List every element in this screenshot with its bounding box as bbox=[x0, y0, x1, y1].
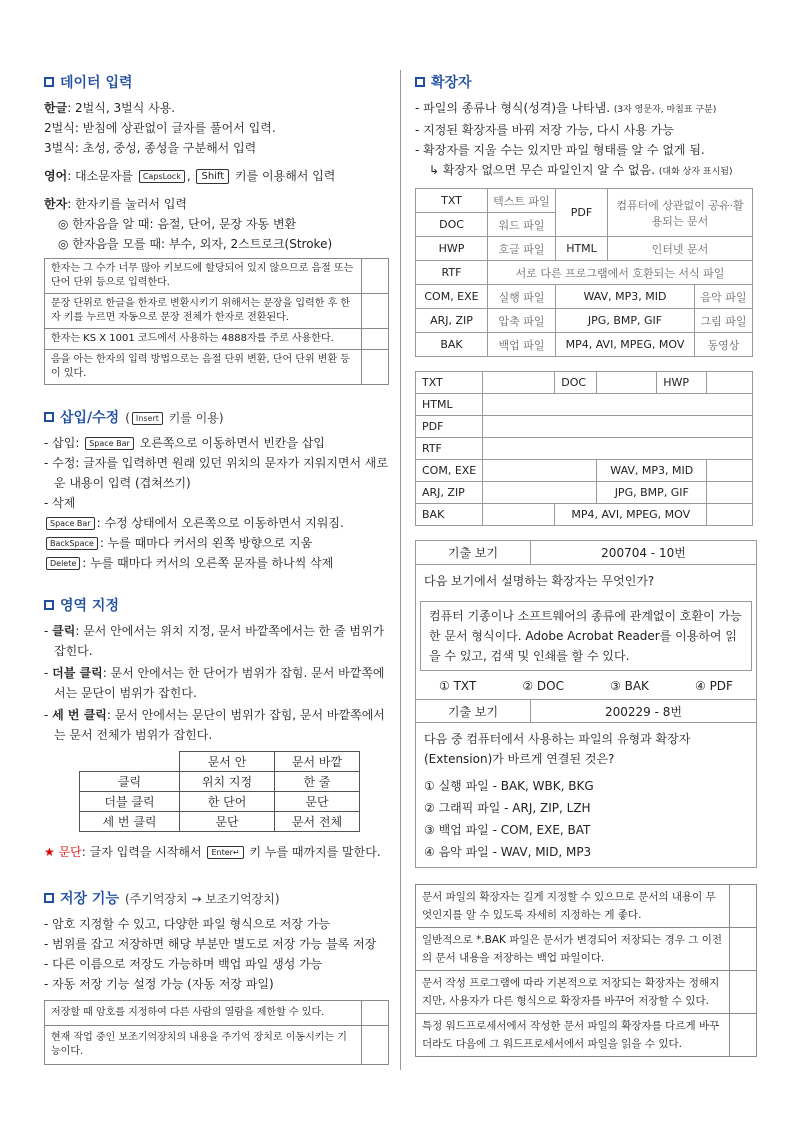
header-cell: 문서 안 bbox=[180, 752, 275, 772]
section-title bbox=[44, 407, 389, 427]
table-row bbox=[416, 333, 753, 357]
double-click-line: - 더블 클릭: 문서 안에서는 한 단어가 범위가 잡힘. 문서 바깥쪽에서는 문단이 범위가 잡힌다. bbox=[44, 666, 385, 700]
text: - 삽입: bbox=[44, 436, 80, 450]
right-column bbox=[415, 72, 757, 1057]
blank-cell[interactable] bbox=[483, 482, 597, 504]
option[interactable]: ② 그래픽 파일 - ARJ, ZIP, LZH bbox=[424, 801, 591, 815]
header-cell bbox=[80, 752, 180, 772]
left-column bbox=[44, 72, 389, 1065]
exam-code: 200704 - 10번 bbox=[601, 546, 686, 560]
cell: MP4, AVI, MPEG, MOV bbox=[555, 504, 707, 526]
text: 키 누를 때까지를 말한다. bbox=[249, 845, 381, 859]
insert-line bbox=[44, 433, 389, 453]
label: 한글 bbox=[44, 101, 68, 115]
cell: HWP bbox=[657, 372, 707, 394]
note-text: 문서 작성 프로그램에 따라 기본적으로 저장되는 확장자는 정해지지만, 사용자가 다른 형식으로 확장자를 바꾸어 저장할 수 있다. bbox=[416, 971, 730, 1013]
cell: JPG, BMP, GIF bbox=[597, 482, 707, 504]
blank-cell[interactable] bbox=[707, 504, 753, 526]
label: 클릭 bbox=[52, 624, 76, 638]
cell: 문단 bbox=[275, 792, 360, 812]
backspace-line bbox=[44, 533, 389, 553]
cell: WAV, MP3, MID bbox=[556, 285, 695, 309]
cell: PDF bbox=[556, 189, 608, 237]
cell: HTML bbox=[556, 237, 608, 261]
save-item: - 암호 지정할 수 있고, 다양한 파일 형식으로 저장 가능 bbox=[44, 917, 330, 931]
note-row bbox=[416, 885, 756, 927]
cell: BAK bbox=[416, 504, 483, 526]
exam-options bbox=[416, 677, 756, 699]
cell: 백업 파일 bbox=[488, 333, 556, 357]
note-text: 저장할 때 암호를 지정하여 다른 사람의 열람을 제한할 수 있다. bbox=[45, 1001, 362, 1025]
enter-key-icon: Enter↵ bbox=[207, 846, 243, 859]
cell: 압축 파일 bbox=[488, 309, 556, 333]
text: : 수정 상태에서 오른쪽으로 이동하면서 지워짐. bbox=[96, 516, 344, 530]
note-row bbox=[45, 1001, 388, 1025]
click-line: - 클릭: 문서 안에서는 위치 지정, 문서 바깥쪽에서는 한 줄 범위가 잡힌다. bbox=[44, 624, 385, 658]
exam-passage: 컴퓨터 기종이나 소프트웨어의 종류에 관계없이 호환이 가능한 문서 형식이다. Adobe Acrobat Reader를 이용하여 읽을 수 있고, 검색 및 인쇄를 할 수 있다. bbox=[420, 601, 752, 671]
note-text: 문서 파일의 확장자는 길게 지정할 수 있으므로 문서의 내용이 무엇인지를 알 수 있도록 자세히 지정하는 게 좋다. bbox=[416, 885, 730, 927]
text: : 글자 입력을 시작해서 bbox=[81, 845, 202, 859]
cell: TXT bbox=[416, 189, 488, 213]
note-row bbox=[416, 927, 756, 970]
table-row bbox=[416, 438, 753, 460]
section-save bbox=[44, 888, 389, 1065]
option[interactable]: ③ BAK bbox=[610, 679, 649, 693]
table-row bbox=[416, 309, 753, 333]
exam-question: 다음 중 컴퓨터에서 사용하는 파일의 유형과 확장자(Extension)가 바르게 연결된 것은? bbox=[424, 732, 691, 766]
text: : 문서 안에서는 문단이 범위가 잡힘, 문서 바깥쪽에서는 문서 전체가 범위가 잡힌다. bbox=[54, 708, 385, 742]
exam-code: 200229 - 8번 bbox=[605, 704, 682, 719]
text: : 문서 안에서는 한 단어가 범위가 잡힘. 문서 바깥쪽에서는 문단이 범위가 잡힌다. bbox=[54, 666, 385, 700]
section-title bbox=[44, 595, 389, 615]
note-text: 현재 작업 중인 보조기억장치의 내용을 주기억 장치로 이동시키는 기능이다. bbox=[45, 1026, 362, 1064]
note-text: 한자는 그 수가 너무 많아 키보드에 할당되어 있지 않으므로 음절 또는 단어 단위 등으로 입력한다. bbox=[45, 259, 362, 293]
blank-cell[interactable] bbox=[483, 416, 753, 438]
text: : 누를 때마다 커서의 왼쪽 방향으로 지움 bbox=[99, 536, 313, 550]
text: 키를 이용해서 입력 bbox=[235, 169, 336, 183]
label: 세 번 클릭 bbox=[52, 708, 107, 722]
table-row bbox=[416, 482, 753, 504]
check-cell[interactable] bbox=[730, 885, 756, 927]
quiz-table bbox=[415, 371, 753, 526]
exam-header bbox=[416, 541, 756, 565]
cell: 컴퓨터에 상관없이 공유·활용되는 문서 bbox=[608, 189, 753, 237]
note-box bbox=[415, 884, 757, 1057]
note-box bbox=[44, 1000, 389, 1065]
label: 한자 bbox=[44, 197, 68, 211]
blank-cell[interactable] bbox=[483, 372, 555, 394]
exam-header bbox=[416, 699, 756, 723]
cell: 한 줄 bbox=[275, 772, 360, 792]
blank-cell[interactable] bbox=[483, 394, 753, 416]
section-extension bbox=[415, 72, 757, 526]
section-title bbox=[44, 72, 389, 92]
blank-cell[interactable] bbox=[707, 372, 753, 394]
save-item: - 다른 이름으로 저장도 가능하며 백업 파일 생성 가능 bbox=[44, 957, 323, 971]
text: : 한자키를 눌러서 입력 bbox=[67, 197, 188, 211]
section-title bbox=[44, 888, 389, 908]
cell: COM, EXE bbox=[416, 285, 488, 309]
table-row bbox=[416, 285, 753, 309]
cell: JPG, BMP, GIF bbox=[556, 309, 695, 333]
option[interactable]: ④ PDF bbox=[695, 679, 733, 693]
check-cell[interactable] bbox=[730, 928, 756, 970]
hanja-line bbox=[44, 194, 389, 214]
cell: 서로 다른 프로그램에서 호환되는 서식 파일 bbox=[488, 261, 753, 285]
paragraph-note bbox=[44, 842, 389, 862]
cell: 한 단어 bbox=[180, 792, 275, 812]
exam-label: 기출 보기 bbox=[416, 541, 531, 564]
blank-cell[interactable] bbox=[707, 460, 753, 482]
arrow-line bbox=[415, 160, 757, 182]
note-row bbox=[45, 349, 388, 384]
square-bullet-icon bbox=[44, 77, 54, 87]
cell: 워드 파일 bbox=[488, 213, 556, 237]
cell: BAK bbox=[416, 333, 488, 357]
cell: ARJ, ZIP bbox=[416, 482, 483, 504]
check-cell[interactable] bbox=[730, 971, 756, 1013]
cell: 위치 지정 bbox=[180, 772, 275, 792]
check-cell[interactable] bbox=[362, 1026, 388, 1064]
table-row bbox=[416, 261, 753, 285]
square-bullet-icon bbox=[44, 412, 54, 422]
title-text: 확장자 bbox=[431, 75, 472, 91]
save-item: - 범위를 잡고 저장하면 해당 부분만 별도로 저장 가능 블록 저장 bbox=[44, 937, 377, 951]
title-text: 삽입/수정 bbox=[60, 410, 120, 426]
two-beol-line: 2벌식: 받침에 상관없이 글자를 풀어서 입력. bbox=[44, 121, 276, 135]
square-bullet-icon bbox=[44, 893, 54, 903]
extension-table bbox=[415, 188, 753, 357]
delete-key-line bbox=[44, 553, 389, 573]
hangul-line bbox=[44, 98, 389, 118]
table-row bbox=[80, 812, 360, 832]
note-box bbox=[44, 258, 389, 385]
text: ↳ 확장자 없으면 무슨 파일인지 알 수 없음. bbox=[429, 163, 656, 177]
shift-key-icon: Shift bbox=[196, 169, 229, 184]
label: 더블 클릭 bbox=[52, 666, 103, 680]
cell: COM, EXE bbox=[416, 460, 483, 482]
spacebar-key-icon: Space Bar bbox=[85, 437, 134, 450]
check-cell[interactable] bbox=[730, 1014, 756, 1056]
table-row bbox=[416, 237, 753, 261]
note-row bbox=[416, 1013, 756, 1056]
exam-box-1 bbox=[415, 540, 757, 868]
note-small: (3자 영문자, 마침표 구분) bbox=[613, 105, 717, 115]
cell: PDF bbox=[416, 416, 483, 438]
option[interactable]: ④ 음악 파일 - WAV, MID, MP3 bbox=[424, 845, 592, 859]
text: 오른쪽으로 이동하면서 빈칸을 삽입 bbox=[139, 436, 325, 450]
note-row bbox=[416, 970, 756, 1013]
exam-label: 기출 보기 bbox=[416, 700, 531, 722]
note-text: 일반적으로 *.BAK 파일은 문서가 변경되어 저장되는 경우 그 이전의 문서 내용을 저장하는 백업 파일이다. bbox=[416, 928, 730, 970]
cell: HTML bbox=[416, 394, 483, 416]
check-cell[interactable] bbox=[362, 329, 388, 349]
table-row bbox=[416, 504, 753, 526]
cell: 문단 bbox=[180, 812, 275, 832]
cell: ARJ, ZIP bbox=[416, 309, 488, 333]
edit-line: - 수정: 글자를 입력하면 원래 있던 위치의 문자가 지워지면서 새로운 내용이 입력 (겹쳐쓰기) bbox=[44, 456, 389, 490]
note-row bbox=[45, 328, 388, 349]
table-row bbox=[416, 416, 753, 438]
cell: 문서 전체 bbox=[275, 812, 360, 832]
option[interactable]: ③ 백업 파일 - COM, EXE, BAT bbox=[424, 823, 591, 837]
blank-cell[interactable] bbox=[483, 504, 555, 526]
note-text: 한자는 KS X 1001 코드에서 사용하는 4888자를 주로 사용한다. bbox=[45, 329, 362, 349]
cell: 그림 파일 bbox=[695, 309, 753, 333]
cell: TXT bbox=[416, 372, 483, 394]
table-row bbox=[416, 372, 753, 394]
cell: 음악 파일 bbox=[695, 285, 753, 309]
space-delete-line bbox=[44, 513, 389, 533]
note-text: 음을 아는 한자의 입력 방법으로는 음절 단위 변환, 단어 단위 변환 등이 있다. bbox=[45, 350, 362, 384]
cell: WAV, MP3, MID bbox=[597, 460, 707, 482]
table-row bbox=[80, 772, 360, 792]
title-text: 저장 기능 bbox=[60, 891, 119, 907]
label: 문단 bbox=[58, 845, 82, 859]
cell: MP4, AVI, MPEG, MOV bbox=[556, 333, 695, 357]
note-small: (대화 상자 표시됨) bbox=[658, 167, 733, 177]
cell: DOC bbox=[416, 213, 488, 237]
label: 영어 bbox=[44, 169, 68, 183]
triple-click-line: - 세 번 클릭: 문서 안에서는 문단이 범위가 잡힘, 문서 바깥쪽에서는 문서 전체가 범위가 잡힌다. bbox=[44, 708, 385, 742]
text: : 문서 안에서는 위치 지정, 문서 바깥쪽에서는 한 줄 범위가 잡힌다. bbox=[54, 624, 385, 658]
hanja-known-line: ◎ 한자음을 알 때: 음절, 단어, 문장 자동 변환 bbox=[58, 217, 297, 231]
option[interactable]: ② DOC bbox=[522, 679, 564, 693]
section-insert-edit bbox=[44, 407, 389, 573]
text: - 파일의 종류나 형식(성격)을 나타냄. bbox=[415, 101, 611, 115]
text: : 2벌식, 3벌식 사용. bbox=[67, 101, 176, 115]
blank-cell[interactable] bbox=[707, 482, 753, 504]
blank-cell[interactable] bbox=[483, 460, 597, 482]
table-row bbox=[416, 189, 753, 213]
ext-item: - 지정된 확장자를 바꿔 저장 가능, 다시 사용 가능 bbox=[415, 123, 674, 137]
note-text: 문장 단위로 한글을 한자로 변환시키기 위해서는 문장을 입력한 후 한자 키를 누르면 자동으로 문장 전체가 한자로 전환된다. bbox=[45, 294, 362, 328]
cell: 세 번 클릭 bbox=[80, 812, 180, 832]
subtitle-text: 키를 이용) bbox=[168, 410, 224, 425]
cell: 호글 파일 bbox=[488, 237, 556, 261]
subtitle: ( Insert 키를 이용) bbox=[125, 410, 224, 425]
cell: 실행 파일 bbox=[488, 285, 556, 309]
insert-key-icon: Insert bbox=[132, 412, 163, 425]
check-cell[interactable] bbox=[362, 350, 388, 384]
note-row bbox=[45, 293, 388, 328]
area-table bbox=[79, 751, 360, 832]
section-data-input bbox=[44, 72, 389, 385]
check-cell[interactable] bbox=[362, 294, 388, 328]
check-cell[interactable] bbox=[362, 1001, 388, 1025]
section-title bbox=[415, 72, 757, 92]
cell: 클릭 bbox=[80, 772, 180, 792]
text: : 대소문자를 bbox=[67, 169, 134, 183]
table-row bbox=[416, 394, 753, 416]
square-bullet-icon bbox=[415, 77, 425, 87]
delete-key-icon: Delete bbox=[46, 557, 80, 570]
option[interactable]: ① TXT bbox=[439, 679, 477, 693]
star-icon: ★ bbox=[44, 845, 55, 859]
blank-cell[interactable] bbox=[597, 372, 657, 394]
square-bullet-icon bbox=[44, 600, 54, 610]
cell: RTF bbox=[416, 261, 488, 285]
title-text: 영역 지정 bbox=[60, 598, 119, 614]
cell: HWP bbox=[416, 237, 488, 261]
ext-item bbox=[415, 98, 757, 120]
cell: 인터넷 문서 bbox=[608, 237, 753, 261]
save-item: - 자동 저장 기능 설정 가능 (자동 저장 파일) bbox=[44, 977, 274, 991]
text: : 누를 때마다 커서의 오른쪽 문자를 하나씩 삭제 bbox=[82, 556, 334, 570]
blank-cell[interactable] bbox=[483, 438, 753, 460]
cell: 더블 클릭 bbox=[80, 792, 180, 812]
note-text: 특정 워드프로세서에서 작성한 문서 파일의 확장자를 다르게 바꾸더라도 다음에 그 워드프로세서에서 파일을 읽을 수 있다. bbox=[416, 1014, 730, 1056]
note-row bbox=[45, 1025, 388, 1064]
cell: DOC bbox=[555, 372, 597, 394]
cell: RTF bbox=[416, 438, 483, 460]
three-beol-line: 3벌식: 초성, 중성, 종성을 구분해서 입력 bbox=[44, 141, 257, 155]
hanja-unknown-line: ◎ 한자음을 모를 때: 부수, 외자, 2스트로크(Stroke) bbox=[58, 237, 333, 251]
subtitle: (주기억장치 → 보조기억장치) bbox=[124, 891, 280, 906]
option[interactable]: ① 실행 파일 - BAK, WBK, BKG bbox=[424, 779, 594, 793]
section-area-select bbox=[44, 595, 389, 862]
note-row bbox=[45, 259, 388, 293]
english-line: 영어: 대소문자를 CapsLock , Shift 키를 이용해서 입력 bbox=[44, 169, 336, 183]
check-cell[interactable] bbox=[362, 259, 388, 293]
title-text: 데이터 입력 bbox=[60, 75, 133, 91]
cell: 텍스트 파일 bbox=[488, 189, 556, 213]
header-cell: 문서 바깥 bbox=[275, 752, 360, 772]
table-row bbox=[416, 460, 753, 482]
column-divider bbox=[400, 70, 401, 1070]
spacebar-key-icon: Space Bar bbox=[46, 517, 95, 530]
exam-question: 다음 보기에서 설명하는 확장자는 무엇인가? bbox=[424, 574, 655, 588]
table-row bbox=[80, 792, 360, 812]
capslock-key-icon: CapsLock bbox=[139, 170, 185, 183]
backspace-key-icon: BackSpace bbox=[46, 537, 98, 550]
cell: 동영상 bbox=[695, 333, 753, 357]
ext-item: - 확장자를 지울 수는 있지만 파일 형태를 알 수 없게 됨. bbox=[415, 143, 705, 157]
delete-line: - 삭제 bbox=[44, 496, 76, 510]
table-header bbox=[80, 752, 360, 772]
